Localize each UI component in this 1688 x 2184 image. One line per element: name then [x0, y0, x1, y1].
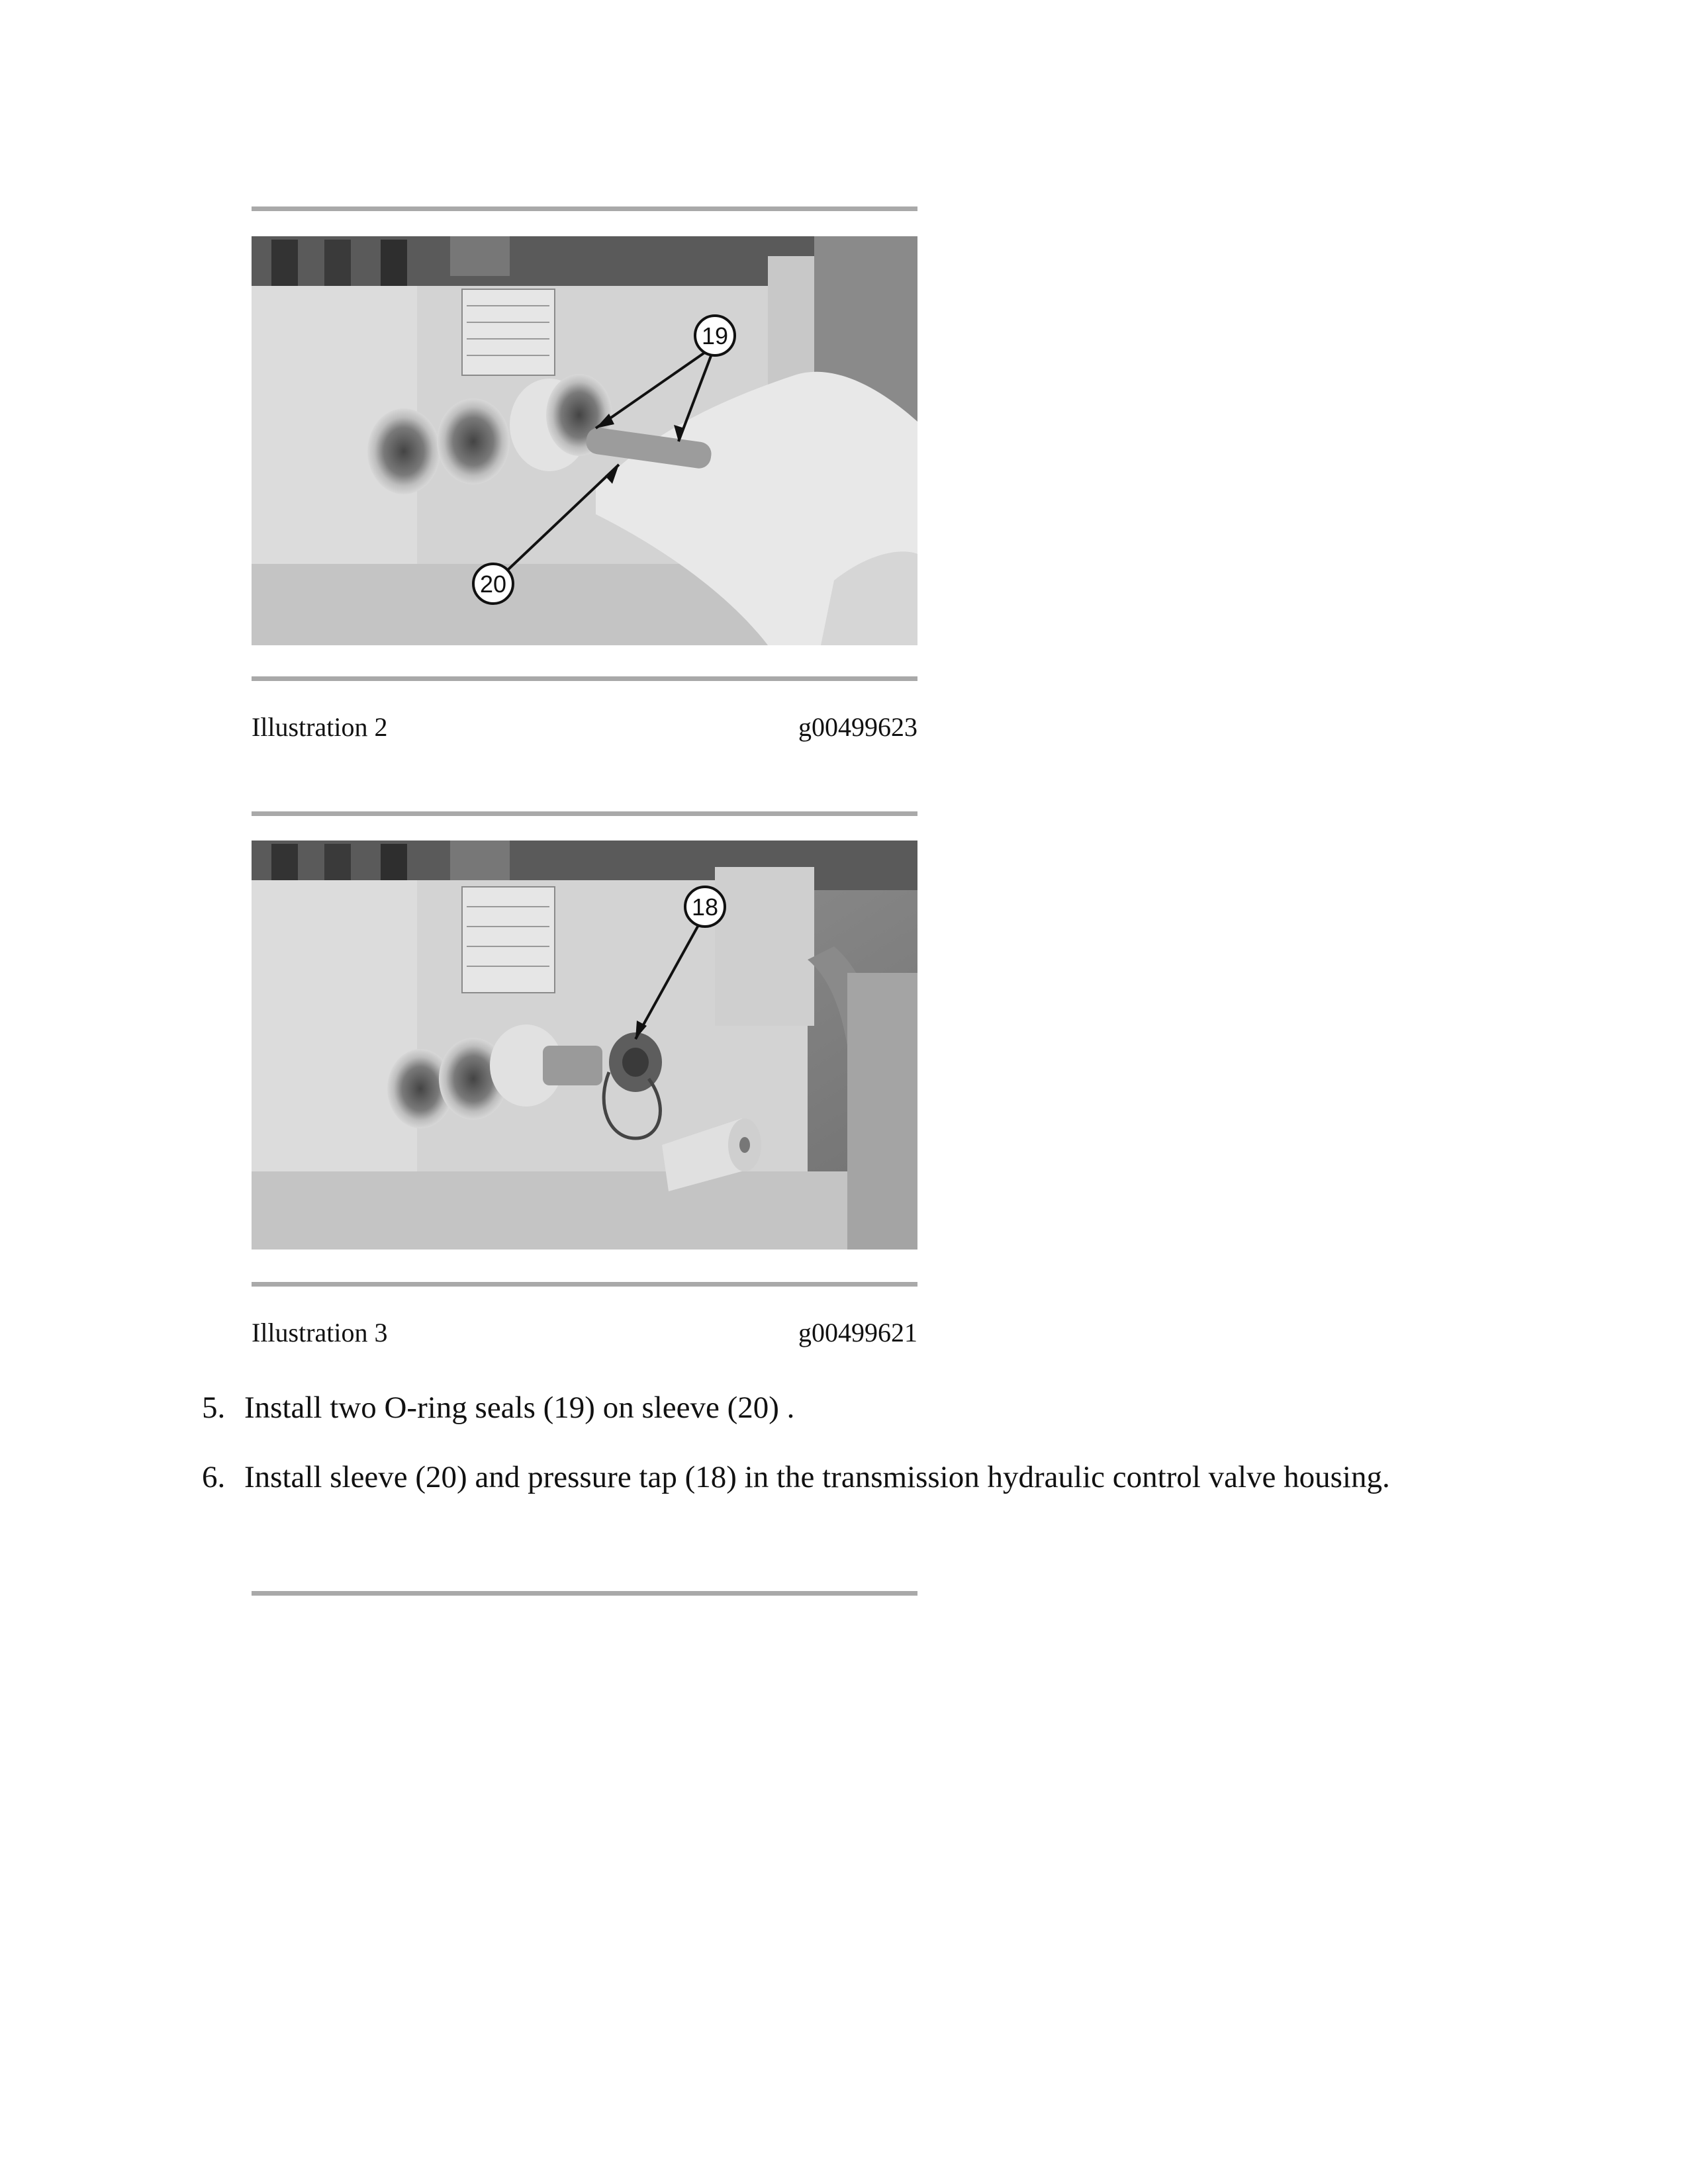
illustration-2-photo: [252, 236, 917, 645]
callout-20-label: 20: [479, 570, 507, 598]
figure-top-rule: [252, 1591, 917, 1596]
graphic-id: g00499623: [798, 712, 917, 742]
graphic-id: g00499621: [798, 1318, 917, 1347]
callout-19-label: 19: [701, 322, 729, 349]
step-number: 5.: [202, 1390, 226, 1425]
step-5: [202, 1390, 794, 1426]
step-6: [202, 1459, 1390, 1495]
illustration-3-photo: [252, 841, 917, 1250]
step-text: Install sleeve (20) and pressure tap (18) in the transmission hydraulic control valve housing.: [244, 1460, 1390, 1494]
figure-bottom-rule: [252, 1282, 917, 1287]
illustration-label: Illustration 2: [252, 712, 388, 742]
figure-bottom-rule: [252, 676, 917, 681]
callout-18-label: 18: [691, 893, 719, 921]
figure-top-rule: [252, 811, 917, 816]
figure-top-rule: [252, 206, 917, 211]
step-number: 6.: [202, 1460, 226, 1494]
step-text: Install two O-ring seals (19) on sleeve (20) .: [244, 1390, 795, 1425]
illustration-label: Illustration 3: [252, 1318, 388, 1347]
